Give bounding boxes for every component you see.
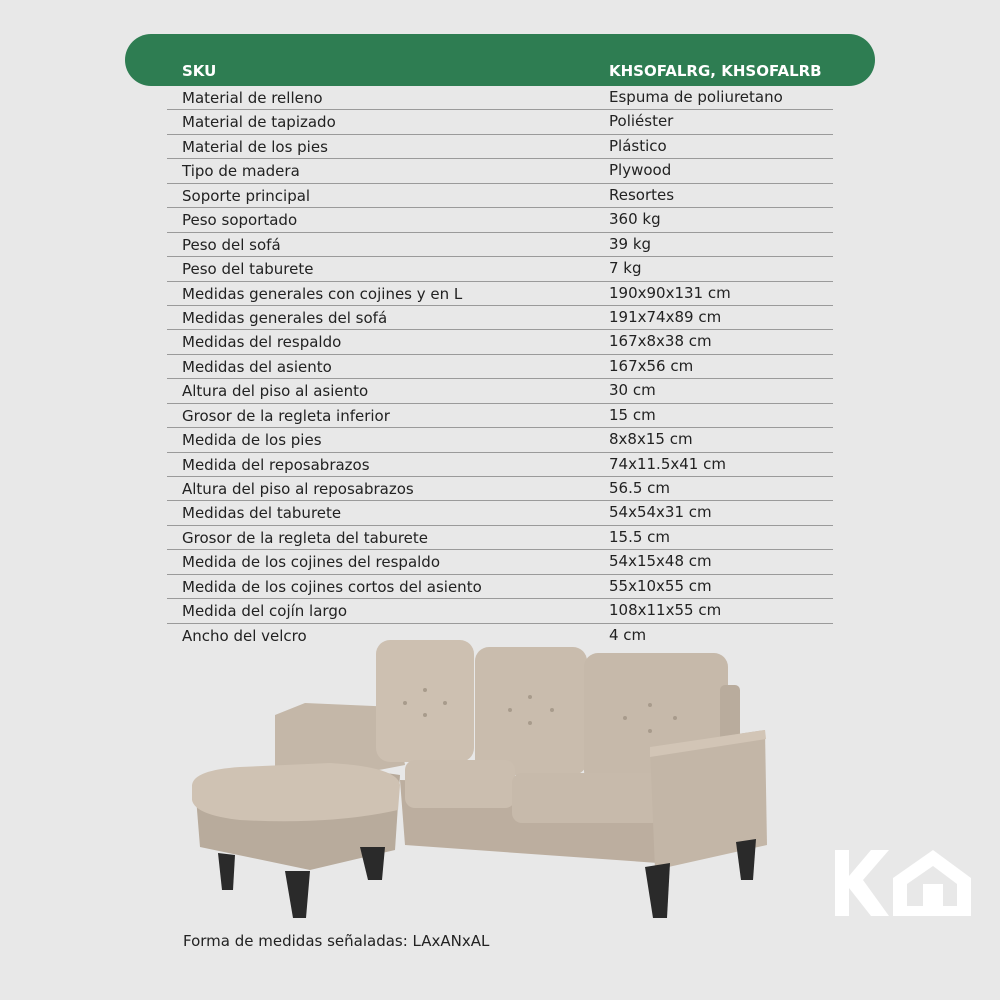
table-row: [167, 526, 833, 550]
row-value: 8x8x15 cm: [609, 430, 693, 449]
row-value: Plywood: [609, 161, 672, 180]
row-value: 191x74x89 cm: [609, 307, 722, 326]
row-value: 190x90x131 cm: [609, 283, 731, 302]
row-value: 74x11.5x41 cm: [609, 454, 726, 473]
row-label: Medidas del respaldo: [182, 333, 342, 352]
table-row: [167, 501, 833, 525]
row-value: 55x10x55 cm: [609, 576, 712, 595]
row-label: Peso soportado: [182, 211, 298, 230]
table-row: [167, 330, 833, 354]
table-row: [167, 428, 833, 452]
measurement-note: Forma de medidas señaladas: LAxANxAL: [183, 932, 490, 950]
table-row: [167, 282, 833, 306]
row-value: 7 kg: [609, 259, 642, 278]
row-value: 108x11x55 cm: [609, 601, 722, 620]
row-value: 167x8x38 cm: [609, 332, 712, 351]
row-value: 39 kg: [609, 234, 652, 253]
row-value: 54x15x48 cm: [609, 552, 712, 571]
header-label: SKU: [182, 62, 217, 80]
table-row: [167, 86, 833, 110]
row-label: Grosor de la regleta del taburete: [182, 528, 428, 547]
row-label: Soporte principal: [182, 186, 311, 205]
header-value: KHSOFALRG, KHSOFALRB: [609, 62, 822, 80]
table-row: [167, 599, 833, 623]
row-value: 360 kg: [609, 210, 661, 229]
table-row: [167, 379, 833, 403]
row-label: Material de relleno: [182, 89, 323, 107]
row-label: Peso del sofá: [182, 235, 281, 254]
row-label: Material de tapizado: [182, 113, 336, 132]
row-label: Medida de los pies: [182, 431, 322, 450]
row-label: Peso del taburete: [182, 260, 314, 279]
table-row: [167, 575, 833, 599]
row-label: Medidas generales con cojines y en L: [182, 284, 463, 303]
row-label: Altura del piso al reposabrazos: [182, 480, 414, 498]
row-label: Medida de los cojines del respaldo: [182, 553, 441, 572]
row-value: 30 cm: [609, 381, 656, 400]
table-row: [167, 257, 833, 281]
row-value: 54x54x31 cm: [609, 503, 712, 522]
sofa-image: [180, 635, 780, 925]
spec-table: [167, 86, 833, 648]
row-value: 167x56 cm: [609, 356, 694, 375]
row-label: Medida del cojín largo: [182, 602, 348, 621]
row-label: Tipo de madera: [182, 162, 300, 181]
table-row: [167, 184, 833, 208]
table-row: [167, 453, 833, 477]
table-header: [125, 34, 875, 86]
row-label: Medida de los cojines cortos del asiento: [182, 577, 482, 596]
table-row: [167, 135, 833, 159]
row-value: 15.5 cm: [609, 527, 671, 546]
table-row: [167, 404, 833, 428]
row-label: Grosor de la regleta inferior: [182, 406, 390, 425]
table-row: [167, 355, 833, 379]
table-row: [167, 550, 833, 574]
row-value: 15 cm: [609, 405, 656, 424]
row-label: Altura del piso al asiento: [182, 382, 369, 401]
table-row: [167, 159, 833, 183]
row-value: 4 cm: [609, 625, 647, 644]
table-row: [167, 233, 833, 257]
row-value: Espuma de poliuretano: [609, 88, 783, 106]
kh-logo: [833, 848, 973, 918]
row-value: Plástico: [609, 136, 667, 155]
row-value: Resortes: [609, 185, 675, 204]
row-label: Medidas del asiento: [182, 357, 332, 376]
table-row: [167, 306, 833, 330]
row-label: Ancho del velcro: [182, 626, 307, 645]
table-row: [167, 208, 833, 232]
row-label: Medida del reposabrazos: [182, 455, 370, 474]
table-row: [167, 477, 833, 501]
row-value: 56.5 cm: [609, 479, 671, 497]
table-row: [167, 110, 833, 134]
row-label: Material de los pies: [182, 137, 328, 156]
row-value: Poliéster: [609, 112, 674, 131]
row-label: Medidas del taburete: [182, 504, 342, 523]
row-label: Medidas generales del sofá: [182, 308, 388, 327]
